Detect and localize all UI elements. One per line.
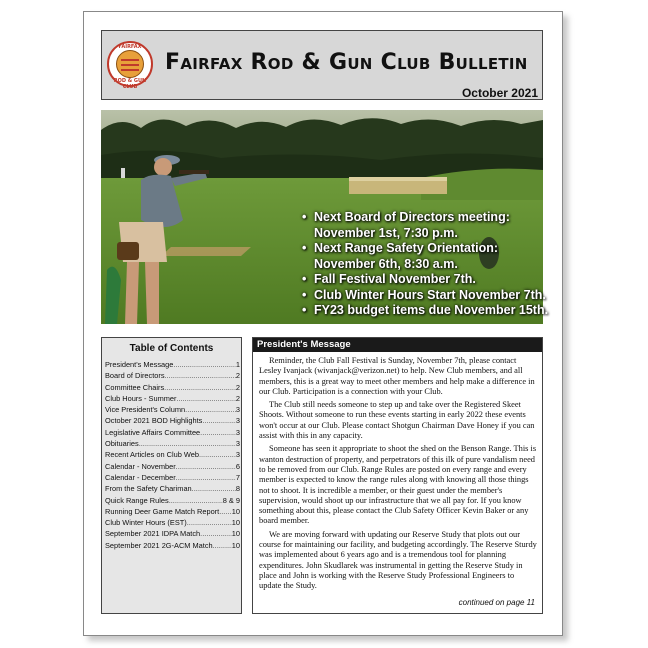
announcement-item: • Club Winter Hours Start November 7th. [314,288,556,304]
toc-entry [105,528,240,539]
toc-entry-page: 8 [235,484,240,494]
toc-leader-dots [192,483,236,494]
toc-leader-dots [173,359,236,370]
toc-leader-dots [199,449,236,460]
toc-entry-title: Obituaries [105,439,139,449]
announcement-item: • Next Range Safety Orientation: November 6th, 8:30 a.m. [314,241,556,272]
toc-entry-title: October 2021 BOD Highlights [105,416,203,426]
announcement-item: • Fall Festival November 7th. [314,272,556,288]
toc-leader-dots [185,404,236,415]
bulletin-title: Fairfax Rod & Gun Club Bulletin [165,50,528,75]
toc-entry-page: 10 [231,506,240,516]
toc-entry-page: 7 [235,472,240,482]
club-logo [107,41,153,90]
message-paragraph: Reminder, the Club Fall Festival is Sunday, November 7th, please contact Lesley Ivanjack (wivanjack@verizon.net) to help. New Club members, and all members, this is a great way to meet other members and help make a difference in our Club. Participation is a connection with your Club. [259,356,535,396]
announcement-item: • FY23 budget items due November 15th. [314,303,556,319]
toc-entry-title: September 2021 2G-ACM Match [105,540,213,550]
toc-entry [105,382,240,393]
toc-entry [105,483,240,494]
toc-entry-title: Legislative Affairs Committee [105,427,201,437]
toc-leader-dots [169,495,223,506]
toc-entry-page: 3 [235,439,240,449]
toc-leader-dots [202,415,236,426]
toc-entry [105,506,240,517]
toc-entry-page: 3 [235,416,240,426]
message-paragraph: We are moving forward with updating our Reserve Study that plots out our course for maintaining our facility, and budgeting accordingly. The Reserve Sturdy was implemented about 6 years ago and is a tremendous tool for planning expenditures. John Skudlarek was instrumental in getting the Reserve Study in place and John is working with the Reserve Study Professional Engineers to update the Study. [259,529,537,591]
toc-entry-page: 2 [235,393,240,403]
toc-entry-title: Vice President's Column [105,405,186,415]
presidents-message-heading: President's Message [253,338,542,352]
presidents-message-body [259,356,538,595]
toc-entry [105,461,240,472]
toc-entry [105,370,240,381]
toc-entry-title: Quick Range Rules [105,495,169,505]
toc-entry-title: Calendar - November [105,461,176,471]
logo-top-text: FAIRFAX [118,44,142,50]
toc-entry-page: 2 [235,382,240,392]
toc-leader-dots [165,370,236,381]
message-paragraph: Someone has seen it appropriate to shoot the shed on the Benson Range. This is wanton destruction of property, and perpetrators of this ilk of pure vandalism need to be removed from our Club. Range Rules are posted on every range and every member is expected to know the range rules along with knowing all those things not to shoot. It is incredible a member, or their guest under the member's supervision, would shoot up our infrastructure that we all pay for. If you know something about this, please contact the Club Safety Officer Kevin Baker or any board member. [259,444,537,526]
logo-emblem [116,50,144,78]
toc-entry-title: Recent Articles on Club Web [105,450,199,460]
toc-entry-page: 2 [235,371,240,381]
toc-entry-page: 10 [231,540,240,550]
toc-entry [105,393,240,404]
toc-entry-page: 6 [235,461,240,471]
table-of-contents [101,337,242,614]
logo-bottom-text: ROD & GUN CLUB [113,78,147,90]
toc-title: Table of Contents [129,343,214,354]
toc-leader-dots [176,393,235,404]
toc-leader-dots [213,540,232,551]
toc-entry-title: September 2021 IDPA Match [105,529,201,539]
toc-leader-dots [164,382,236,393]
toc-leader-dots [187,517,232,528]
issue-date: October 2021 [461,86,538,100]
toc-leader-dots [139,438,236,449]
toc-leader-dots [200,427,236,438]
toc-leader-dots [176,472,236,483]
message-paragraph: The Club still needs someone to step up and take over the Registered Skeet Shoots. Without someone to run these events starting in early 2022 these events won't occur at our Club. Please contact Shotgun Chairman Dave Honey if you can assist with this in any capacity. [259,400,535,441]
announcement-list [300,210,556,319]
toc-entry-page: 10 [231,529,240,539]
toc-list [105,359,240,551]
announcement-item: • Next Board of Directors meeting: November 1st, 7:30 p.m. [314,210,556,241]
toc-leader-dots [176,461,236,472]
toc-entry-title: From the Safety Chariman [105,484,192,494]
toc-entry-title: Club Hours - Summer [105,393,177,403]
toc-entry-page: 3 [235,450,240,460]
toc-entry-page: 3 [235,427,240,437]
toc-entry [105,359,240,370]
toc-entry [105,415,240,426]
toc-entry-page: 10 [231,518,240,528]
toc-entry-title: Club Winter Hours (EST) [105,518,187,528]
toc-entry-title: Committee Chairs [105,382,165,392]
toc-entry [105,472,240,483]
toc-entry [105,495,240,506]
toc-entry-page: 1 [235,360,240,369]
toc-entry [105,449,240,460]
presidents-message-panel [252,337,543,614]
toc-leader-dots [200,528,232,539]
toc-entry [105,438,240,449]
toc-entry-title: Running Deer Game Match Report [105,506,220,516]
toc-entry-title: Calendar - December [105,472,176,482]
toc-entry [105,540,240,551]
toc-entry-title: President's Message [105,360,174,369]
toc-entry [105,427,240,438]
toc-entry-title: Board of Directors [105,371,165,381]
toc-leader-dots [219,506,232,517]
continued-note: continued on page 11 [458,598,535,607]
toc-entry [105,517,240,528]
toc-entry [105,404,240,415]
toc-entry-page: 3 [235,405,240,415]
toc-entry-page: 8 & 9 [222,495,240,505]
